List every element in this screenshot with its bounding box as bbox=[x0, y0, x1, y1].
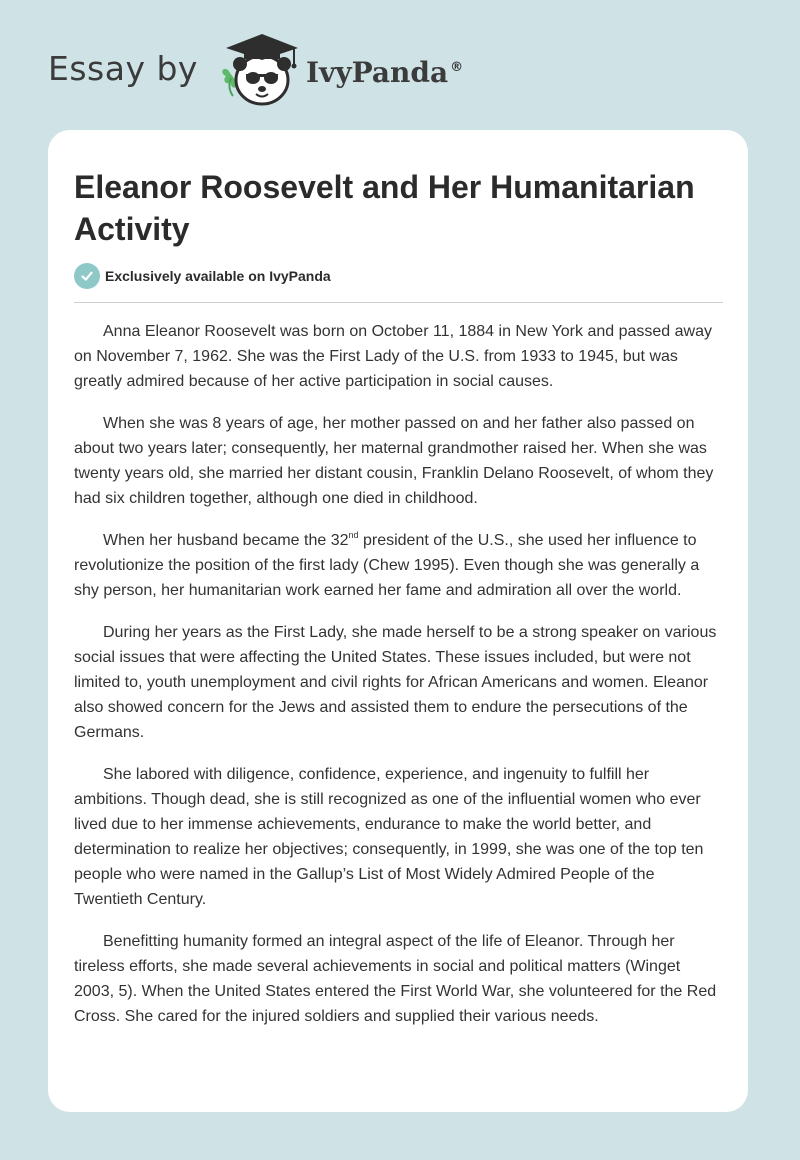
essay-title: Eleanor Roosevelt and Her Humanitarian Activity bbox=[74, 169, 695, 247]
exclusive-badge bbox=[74, 263, 331, 289]
brand-name bbox=[306, 56, 463, 89]
paragraph-4: During her years as the First Lady, she made herself to be a strong speaker on various social issues that were affecting the United States. These issues included, but were not limited to, youth unemployment and civil rights for African Americans and women. Eleanor also showed concern for the Jews and assisted them to endure the persecutions of the Germans. bbox=[74, 624, 717, 741]
paragraph-6: Benefitting humanity formed an integral aspect of the life of Eleanor. Through her tireless efforts, she made several achievements in social and political matters (Winget 2003, 5). When the United States entered the First World War, she volunteered for the Red Cross. She cared for the injured soldiers and supplied their various needs. bbox=[74, 933, 717, 1025]
paragraph-3-start: When her husband became the 32 bbox=[103, 532, 349, 549]
paragraph-2: When she was 8 years of age, her mother passed on and her father also passed on about two years later; consequently, her maternal grandmother raised her. When she was twenty years old, she married her distant cousin, Franklin Delano Roosevelt, of whom they had six children together, although one died in childhood. bbox=[74, 415, 714, 507]
essay-by-label: Essay by bbox=[48, 48, 198, 88]
essay-body bbox=[74, 319, 724, 1046]
brand-name-text: IvyPanda bbox=[305, 55, 449, 89]
ordinal-suffix: nd bbox=[348, 530, 359, 540]
paragraph-3 bbox=[74, 528, 724, 603]
checkmark-icon bbox=[74, 263, 100, 289]
checkmark-glyph-icon bbox=[80, 269, 94, 283]
paragraph-5: She labored with diligence, confidence, experience, and ingenuity to fulfill her ambitions. Though dead, she is still recognized as one of the influential women who ever lived due to her immense achievements, endurance to make the world better, and determination to realize her objectives; consequently, in 1999, she was one of the top ten people who were named in the Gallup’s List of Most Widely Admired People of the Twentieth Century. bbox=[74, 766, 704, 908]
exclusive-label: Exclusively available on IvyPanda bbox=[105, 268, 331, 284]
paragraph-1: Anna Eleanor Roosevelt was born on October 11, 1884 in New York and passed away on November 7, 1962. She was the First Lady of the U.S. from 1933 to 1945, but was greatly admired because of her active participation in social causes. bbox=[74, 323, 712, 390]
paragraph-3-end: president of the U.S., she used her influence to revolutionize the position of the first lady (Chew 1995). Even though she was generally a shy person, her humanitarian work earned her fame and admiration all over the world. bbox=[74, 532, 700, 599]
panda-graduation-cap-logo-icon bbox=[214, 30, 300, 110]
registered-mark: ® bbox=[450, 60, 464, 76]
divider bbox=[74, 302, 723, 303]
essay-card bbox=[48, 130, 748, 1112]
brand-header bbox=[48, 30, 463, 110]
